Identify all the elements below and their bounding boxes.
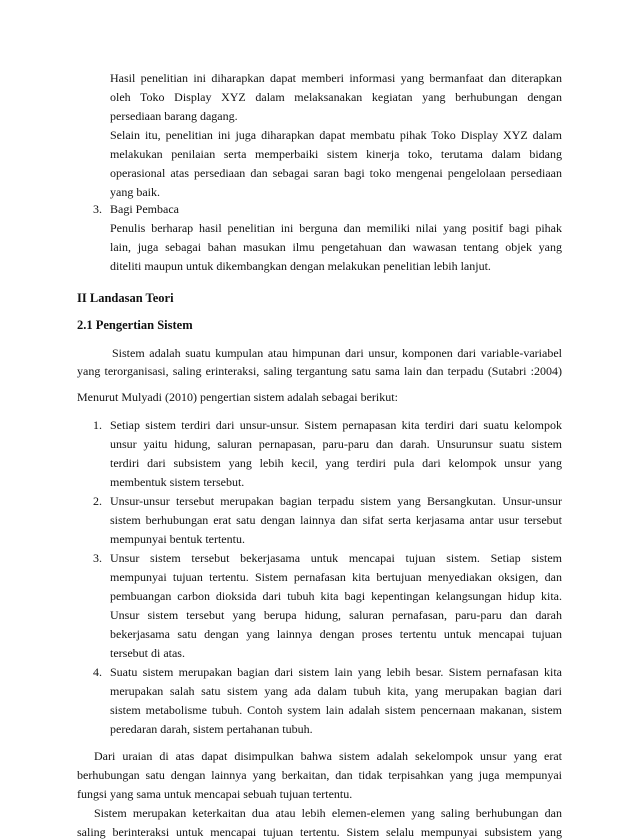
text-line: sistem metabolisme tubuh. Contoh system lain adalah sistem pencernaan makanan, sistem	[110, 703, 562, 717]
text-line: Sistem merupakan keterkaitan dua atau lebih elemen-elemen yang saling berhubungan dan	[94, 806, 562, 820]
text-line: berhubungan satu dengan lainnya yang berkaitan, dan tidak terpisahkan yang juga mempunyai	[77, 768, 562, 782]
text-line: merupakan salah satu sistem yang ada dalam tubuh kita, yang merupakan bagian dari	[110, 684, 562, 698]
text-line: yang baik.	[110, 185, 160, 199]
text-line: membentuk sistem tersebut.	[110, 475, 245, 489]
text-line: unsur yaitu hidung, saluran pernapasan, paru-paru dan darah. Unsurunsur suatu sistem	[110, 437, 562, 451]
text-line: peredaran darah, sistem pertahanan tubuh.	[110, 722, 313, 736]
text-line: operasional atas persediaan dan sebagai saran bagi toko mengenai pengelolaan persediaan	[110, 166, 562, 180]
text-line: Unsur-unsur tersebut merupakan bagian terpadu sistem yang Bersangkutan. Unsur-unsur	[110, 494, 562, 508]
text-line: persediaan barang dagang.	[110, 109, 238, 123]
text-line: bekerjasama satu dengan yang lainnya dengan proses tertentu untuk mencapai tujuan	[110, 627, 562, 641]
list-number: 2.	[93, 494, 102, 508]
text-line: mempunyai bentuk tertentu.	[110, 532, 245, 546]
list-number: 4.	[93, 665, 102, 679]
list-number: 3.	[93, 202, 102, 216]
text-line: saling berinteraksi untuk mencapai tujuan tertentu. Sistem selalu mempunyai subsistem yang	[77, 825, 562, 839]
text-line: Menurut Mulyadi (2010) pengertian sistem adalah sebagai berikut:	[77, 390, 398, 404]
text-line: Setiap sistem terdiri dari unsur-unsur. Sistem pernapasan kita terdiri dari suatu kelompok	[110, 418, 562, 432]
text-line: Unsur sistem tersebut yang berupa hidung, saluran pernafasan, paru-paru dan darah	[110, 608, 562, 622]
list-number: 3.	[93, 551, 102, 565]
text-line: Suatu sistem merupakan bagian dari sistem lain yang lebih besar. Sistem pernafasan kita	[110, 665, 562, 679]
text-line: Selain itu, penelitian ini juga diharapkan dapat membatu pihak Toko Display XYZ dalam	[110, 128, 562, 142]
text-line: fungsi yang sama untuk mencapai sebuah tujuan tertentu.	[77, 787, 353, 801]
text-line: Hasil penelitian ini diharapkan dapat memberi informasi yang bermanfaat dan diterapkan	[110, 71, 562, 85]
text-line: diteliti maupun untuk dikembangkan dengan melakukan penelitian lebih lanjut.	[110, 259, 491, 273]
text-line: pembuangan carbon dioksida dari tubuh kita bagi kepentingan kelangsungan hidup kita.	[110, 589, 562, 603]
text-line: sistem berhubungan erat satu dengan lainnya dan sifat serta kerjasama antar usur tersebut	[110, 513, 562, 527]
text-line: mempunyai tujuan tertentu. Sistem pernafasan kita bertujuan menyediakan oksigen, dan	[110, 570, 562, 584]
text-line: terdiri dari subsistem yang lebih kecil, yang terdiri pula dari kelompok unsur yang	[110, 456, 562, 470]
text-line: Unsur sistem tersebut bekerjasama untuk mencapai tujuan sistem. Setiap sistem	[110, 551, 562, 565]
text-line: melakukan penilaian serta memperbaiki sistem kinerja toko, terutama dalam bidang	[110, 147, 562, 161]
text-line: Dari uraian di atas dapat disimpulkan bahwa sistem adalah sekelompok unsur yang erat	[94, 749, 562, 763]
list-number: 1.	[93, 418, 102, 432]
text-line: tersebut di atas.	[110, 646, 185, 660]
text-line: oleh Toko Display XYZ dalam melaksanakan kegiatan yang berhubungan dengan	[110, 90, 562, 104]
text-line: Penulis berharap hasil penelitian ini berguna dan memiliki nilai yang positif bagi pihak	[110, 221, 562, 235]
text-line: lain, juga sebagai bahan masukan ilmu pengetahuan dan wawasan tentang objek yang	[110, 240, 562, 254]
list-item-title: Bagi Pembaca	[110, 202, 179, 216]
section-heading: II Landasan Teori	[77, 291, 174, 305]
text-line: yang terorganisasi, saling erinteraksi, saling tergantung satu sama lain dan terpadu (Sutabri :2004)	[77, 364, 562, 378]
text-line: Sistem adalah suatu kumpulan atau himpunan dari unsur, komponen dari variable-variabel	[112, 346, 562, 360]
subsection-heading: 2.1 Pengertian Sistem	[77, 318, 193, 332]
